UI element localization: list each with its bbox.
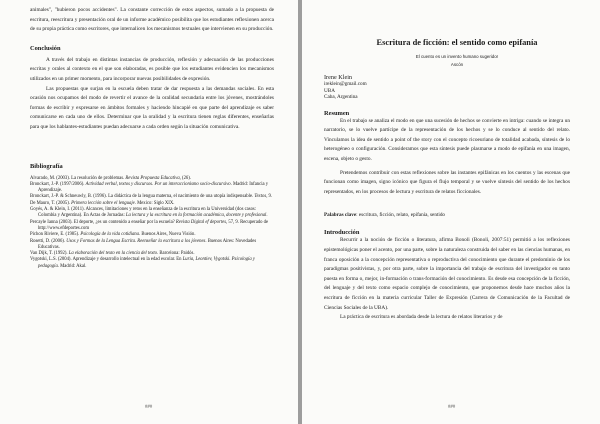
bibliography-entry-text: , 9. [266,194,273,200]
epigraph-quote: El cuento es un invento humano sugeridor [415,54,499,59]
left-page [0,0,298,424]
author-institution: UBA [324,87,335,94]
bibliography-entry-title: Usos y Formas de la Lengua Escrita. Reenseñar la escritura a los jóvenes [66,238,206,244]
bibliography-entry-text: . Barcelona: Paidós. [157,251,195,257]
author-block [324,75,570,101]
bibliography-entry-text: . Buenos Aires, Nueva Visión. [138,232,196,238]
bibliography-entry-title: Textos [254,194,267,200]
bibliography-entry-title: Revista Digital ef deportes [175,219,227,225]
right-page [302,0,600,424]
page-number-left: ### [145,405,153,410]
introduction-paragraph-1: Recurrir a la noción de ficción o literatura, afirma Bonoli (Bonoli, 2007:51) permitió a los reflexiones epistemológicas poner el acento, por una parte, sobre la naturaleza construida del saber en las ciencias humanas, en franca oposición a la concepción representativa o reproductiva del conocimiento que durante el predominio de los paradigmas positivistas, y, por otra parte, sobre la importancia del trabajo de escritura del investigador en tanto puesta en forma o, mejor, in-formación o trans-formación del conocimiento. Es desde esa concepción de la ficción, del lenguaje y del texto como espacio complejo de conocimiento, que proponemos desde hace muchos años la escritura de ficción en la materia curricular Taller de Expresión (Carrera de Comunicación de la Facultad de Ciencias Sociales de la UBA). [324,237,570,311]
bibliography-entry [30,257,274,270]
keywords-line [324,211,570,220]
bibliography-list [30,176,274,270]
bibliography-entry-text: Bronckart, J.-P. (1997/2006). [30,181,86,187]
bibliography-entry-title: La elaboración del texto en la ciencia del texto [68,251,158,257]
conclusion-paragraph-2: Las propuestas que surjan en la escuela deben tratar de dar respuesta a las demandas sociales. En esta ocasión nos ocupamos del modo de revertir el avance de la oralidad secundaria entre los jóvenes, mostrándoles formas de escribir y expresarse en ámbitos formales y haciendo hincapié en que parte del aprendizaje es saber comunicarse en cada uno de ellos. Determinar que la oralidad y la escritura tienen reglas diferentes, enseñarlas para que los hablantes-estudiantes puedan adecuarse a cada orden según la situación comunicativa. [30,85,274,130]
bibliography-entry-text: Goyés, A. & Klein, I. (2011). Alcances, limitaciones y retos en la enseñanza de la escritura en la Universidad (dos casos: Colombia y Argentina). En Actas de Jornadas: [30,207,257,219]
bibliography-entry [30,239,274,252]
bibliography-entry-title: Revista Propuesta Educativa [125,175,180,181]
bibliography-entry-title: Luria, Leontiev, Vygotski. Psicología y pedagogía [38,257,255,269]
intro-paragraph: animales", "hubieron pocos accidentes". La constante corrección de estos aspectos, sumado a la propuesta de escritura, reescritura y presentación oral de un informe académico posibilita que los estudiantes reflexionen acerca de su propia práctica como escritores, que internalicen los mecanismos textuales que intervienen en su producción. [30,7,274,33]
bibliography-entry [30,182,274,195]
page-number-right: ### [448,405,456,410]
bibliography-entry-title: Psicología de la vida cotidiana [80,232,139,238]
conclusion-paragraph-1: A través del trabajo en distintas instancias de producción, reflexión y adecuación de las producciones escritas y orales al contexto en el que son elaboradas, es posible que los estudiantes evidencien los mecanismos utilizados en un primer momento, para incorporar nuevas posibilidades de expresión. [30,56,274,82]
bibliography-entry-text: De Mauro, T. (2005). [30,200,72,206]
author-location: Caba, Argentina [324,94,358,101]
bibliography-entry-text: , 57, 9. Recuperado de http://www.efdeportes.com [38,219,269,231]
keywords-list: : escritura, ficción, relato, epifanía, sentido [356,212,446,219]
bibliography-entry-text: . Buenos Aires: Novedades Educativas. [38,238,257,250]
bibliography-entry-text: . Madrid: Infancia y Aprendizaje. [38,181,269,194]
bibliography-entry [30,220,274,233]
author-email: ireklein@gmail.com [324,81,367,88]
introduction-paragraph-2: La práctica de escritura es abordada desde la lectura de relatos literarios y de [340,314,503,321]
bibliography-entry-text: Bronckart, J.-P. & Schneuwly, B. (1996). La didáctica de la lengua materna, el nacimiento de una utopía indispensable. [30,194,255,200]
bibliography-entry-text: . Mexico: Siglo XIX. [134,200,175,206]
epigraph-author: Ascón [450,62,464,67]
author-name: Irene Klein [324,74,353,81]
introduction-heading: Introducción [324,229,360,237]
abstract-paragraph-2: Pretendemos contribuir con estas reflexiones sobre las instantes epifánicas en los cuentos y las escenas que funcionan como imagen, signo icónico que figura el flujo temporal y se vuelve síntesis del sentido de los hechos representados, en los procesos de lectura y escritura de relatos ficcionales. [324,169,570,195]
conclusion-heading: Conclusión [30,44,61,52]
bibliography-entry-text: Rosetti, D. (2006). [30,238,67,244]
bibliography-entry [30,207,274,220]
article-title: Escritura de ficción: el sentido como epifanía [376,38,538,47]
bibliography-entry-title: Primera lección sobre el lenguaje [71,200,135,206]
bibliography-entry-text: . [266,213,268,219]
bibliography-entry-text: Vygotski, L.S. (2004). Aprendizaje y desarrollo intelectual en la edad escolar. En [30,257,183,263]
abstract-heading: Resumen [324,109,350,117]
bibliography-entry-text: Pichon Riviere, E. (1985). [30,232,81,238]
keywords-label: Palabras clave [324,212,357,219]
abstract-paragraph-1: En el trabajo se analiza el modo en que una sucesión de hechos se convierte en intriga: cuando se integra un narratorio, se lo vuelve partícipe de la representación de los hechos y se lo conduce al sentido del relato. Vinculamos la idea de sentido a point of the story con el concepto ricoeuriano de totalidad acabada, síntesis de lo heterogéneo o configuración. Consideramos que esta síntesis puede plasmarse a modo de epifanía en una imagen, escena, objeto o gesto. [324,117,570,162]
bibliography-entry-text: , (26). [179,175,191,181]
bibliography-entry-text: Alvarado, M. (2003). La resolución de problemas. [30,175,126,181]
bibliography-entry-text: . Madrid: Akal. [57,263,87,269]
bibliography-heading: Bibliografía [30,162,63,170]
bibliography-entry-text: Percayle Ianna (2003). El deporte, ¿es un contenido a enseñar por la escuela? [30,219,176,225]
bibliography-entry-title: La lectura y la escritura en la formación académica, docente y profesional [125,213,267,219]
bibliography-entry-title: Actividad verbal, textos y discursos. Por un interaccionismo socio-discursivo [85,181,231,187]
bibliography-entry-text: Van Dijk, T. (1992). [30,251,69,257]
